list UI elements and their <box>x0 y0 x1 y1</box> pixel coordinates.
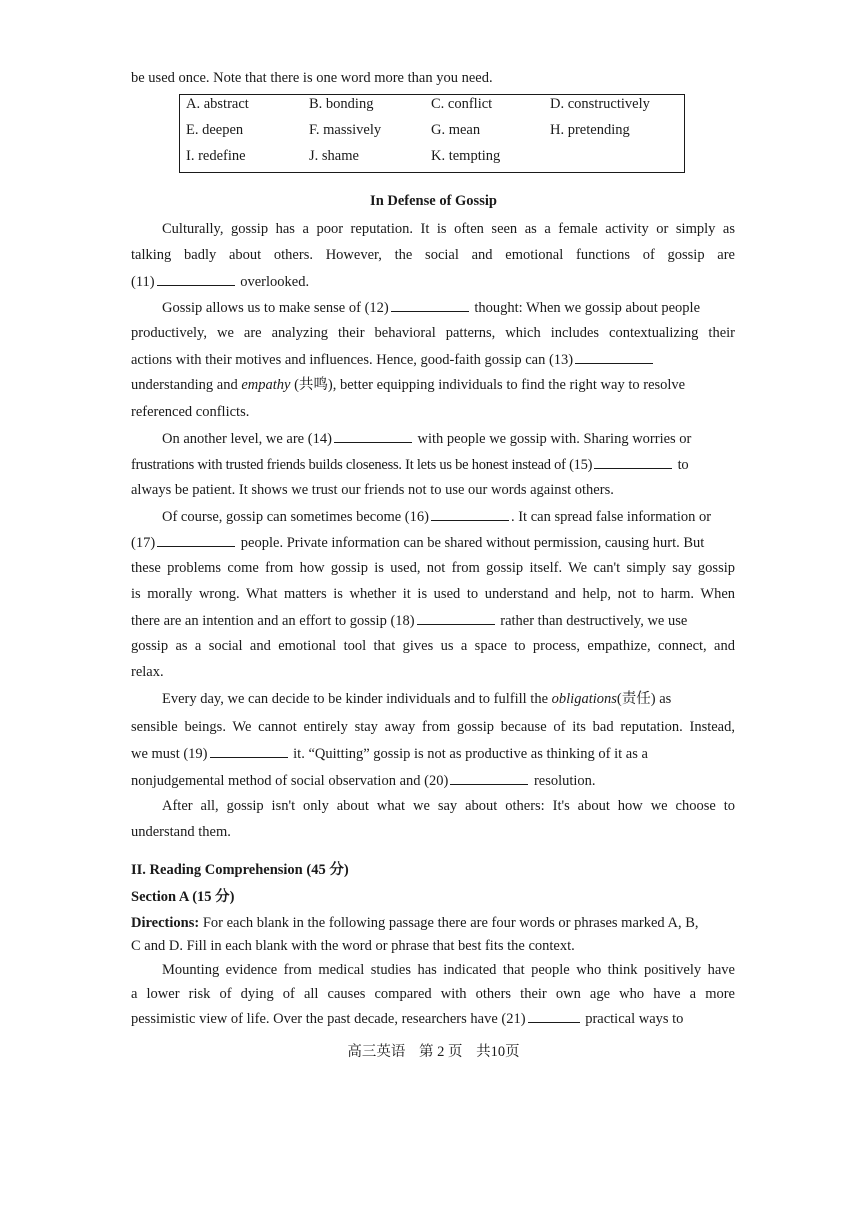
word-option: J. shame <box>309 148 359 164</box>
passage-line <box>162 428 735 449</box>
word-option: H. pretending <box>550 122 630 138</box>
word-option: E. deepen <box>186 122 244 138</box>
passage-line <box>131 770 735 791</box>
page-footer <box>0 1040 867 1061</box>
passage-line: relax. <box>131 664 164 680</box>
passage-text: people. Private information can be shared without permission, causing hurt. But <box>240 535 705 551</box>
passage-line: productively, we are analyzing their behavioral patterns, which includes contextualizing their <box>131 325 735 341</box>
passage-text: actions with their motives and influences. Hence, good-faith gossip can (13) <box>131 352 574 368</box>
footer-total: 共10页 <box>476 1044 520 1060</box>
passage-line: gossip as a social and emotional tool that gives us a space to process, empathize, connect, and <box>131 638 735 654</box>
answer-blank-11[interactable] <box>157 271 235 286</box>
answer-blank-13[interactable] <box>575 349 653 364</box>
word-option: A. abstract <box>186 96 249 112</box>
passage-line: is morally wrong. What matters is whether it is used to understand and help, not to harm. When <box>131 586 735 602</box>
word-option: C. conflict <box>431 96 493 112</box>
passage-line: referenced conflicts. <box>131 404 250 420</box>
directions-line: C and D. Fill in each blank with the word or phrase that best fits the context. <box>131 938 575 954</box>
passage-line <box>131 532 735 553</box>
answer-blank-15[interactable] <box>594 454 672 469</box>
instruction-text: be used once. Note that there is one word more than you need. <box>131 70 493 86</box>
passage-text: we must (19) <box>131 746 208 762</box>
passage-text: overlooked. <box>240 274 310 290</box>
passage-line <box>131 375 735 395</box>
passage-text: it. “Quitting” gossip is not as productive as thinking of it as a <box>293 746 648 762</box>
blank-number: (11) <box>131 274 155 290</box>
footer-page: 第 2 页 <box>419 1044 463 1060</box>
passage-line: Culturally, gossip has a poor reputation. It is often seen as a female activity or simply as <box>162 221 735 237</box>
passage-text: rather than destructively, we use <box>500 613 688 629</box>
passage-text: thought: When we gossip about people <box>474 300 701 316</box>
passage-italic: empathy <box>241 377 291 393</box>
answer-blank-19[interactable] <box>210 743 288 758</box>
footer-subject: 高三英语 <box>347 1044 406 1060</box>
passage-line <box>131 349 735 370</box>
answer-blank-20[interactable] <box>450 770 528 785</box>
passage-line: sensible beings. We cannot entirely stay away from gossip because of its bad reputation. Instead, <box>131 719 735 735</box>
passage-line <box>131 743 735 764</box>
passage-line <box>162 689 735 709</box>
passage-line <box>131 1008 735 1029</box>
answer-blank-14[interactable] <box>334 428 412 443</box>
word-option: K. tempting <box>431 148 501 164</box>
passage-text: Every day, we can decide to be kinder individuals and to fulfill the <box>162 691 552 707</box>
directions-text: For each blank in the following passage there are four words or phrases marked A, B, <box>199 915 699 931</box>
passage-text: there are an intention and an effort to gossip (18) <box>131 613 415 629</box>
passage-italic: obligations <box>551 691 617 707</box>
passage-line: After all, gossip isn't only about what we say about others: It's about how we choose to <box>162 798 735 814</box>
passage-text: (共鸣), better equipping individuals to find the right way to resolve <box>290 377 686 393</box>
passage-text: with people we gossip with. Sharing worries or <box>417 431 692 447</box>
passage-line: these problems come from how gossip is used, not from gossip itself. We can't simply say gossip <box>131 560 735 576</box>
passage-text: . It can spread false information or <box>510 509 712 525</box>
section-heading: II. Reading Comprehension (45 分) <box>131 862 349 878</box>
word-option: G. mean <box>431 122 481 138</box>
word-option: D. constructively <box>550 96 650 112</box>
passage-text: frustrations with trusted friends builds closeness. It lets us be honest instead of (15) <box>131 457 593 473</box>
passage-line <box>131 454 735 475</box>
passage-text: to <box>677 457 689 473</box>
directions-line <box>131 913 735 933</box>
word-bank-box <box>179 94 685 173</box>
passage-line: Mounting evidence from medical studies has indicated that people who think positively have <box>162 962 735 978</box>
passage-text: Of course, gossip can sometimes become (16) <box>162 509 429 525</box>
answer-blank-12[interactable] <box>391 297 469 312</box>
passage-text: practical ways to <box>585 1011 684 1027</box>
blank-number: (17) <box>131 535 156 551</box>
answer-blank-16[interactable] <box>431 506 509 521</box>
passage-text: nonjudgemental method of social observation and (20) <box>131 773 449 789</box>
passage-text: On another level, we are (14) <box>162 431 332 447</box>
passage-text: Gossip allows us to make sense of (12) <box>162 300 389 316</box>
passage-line: understand them. <box>131 824 231 840</box>
passage-text: resolution. <box>533 773 596 789</box>
answer-blank-17[interactable] <box>157 532 235 547</box>
passage-line <box>131 271 735 292</box>
passage-line <box>162 297 735 318</box>
passage-text: pessimistic view of life. Over the past decade, researchers have (21) <box>131 1011 526 1027</box>
section-subheading: Section A (15 分) <box>131 889 235 905</box>
word-option: B. bonding <box>309 96 374 112</box>
passage-line: a lower risk of dying of all causes compared with others their own age who have a more <box>131 986 735 1002</box>
passage-line <box>162 506 735 527</box>
passage-line <box>131 610 735 631</box>
answer-blank-21[interactable] <box>528 1008 580 1023</box>
passage-line: always be patient. It shows we trust our friends not to use our words against others. <box>131 482 614 498</box>
word-option: F. massively <box>309 122 382 138</box>
passage-text: (责任) as <box>616 691 672 707</box>
passage-line: talking badly about others. However, the social and emotional functions of gossip are <box>131 247 735 263</box>
passage-text: understanding and <box>131 377 242 393</box>
directions-label: Directions: <box>131 915 200 931</box>
word-option: I. redefine <box>186 148 246 164</box>
passage-title: In Defense of Gossip <box>370 193 497 209</box>
answer-blank-18[interactable] <box>417 610 495 625</box>
